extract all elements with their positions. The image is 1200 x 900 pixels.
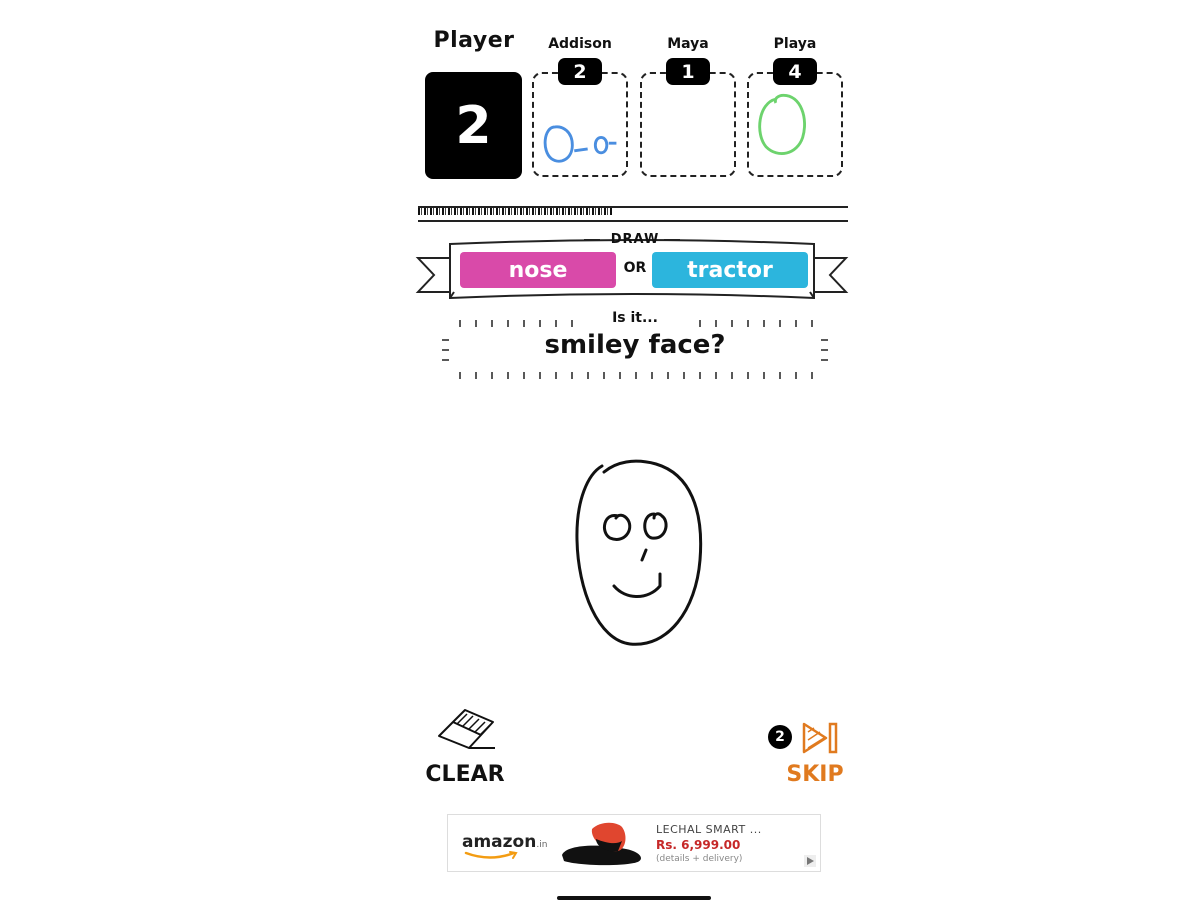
word-option-tractor[interactable]: tractor [652, 252, 808, 288]
opponent-name-addison: Addison [548, 36, 612, 52]
opponent-score-badge: 2 [558, 58, 602, 85]
shoe-insole-image [556, 819, 648, 869]
ad-product-note: (details + delivery) [656, 854, 743, 864]
ad-brand-suffix: .in [536, 840, 548, 850]
draw-label: DRAW [610, 232, 660, 247]
guess-text: smiley face? [544, 330, 726, 360]
player-label: Player [433, 28, 515, 53]
opponent-drawing-card[interactable] [747, 72, 843, 177]
opponent-drawing-card[interactable] [532, 72, 628, 177]
ad-product-title: LECHAL SMART ... [656, 823, 762, 836]
divider-scribble [418, 208, 612, 215]
word-option-nose[interactable]: nose [460, 252, 616, 288]
divider [418, 220, 848, 222]
drawing-canvas[interactable] [420, 400, 840, 700]
adchoices-icon[interactable] [804, 855, 816, 867]
skip-icon [800, 720, 840, 756]
skip-count-badge: 2 [768, 725, 792, 749]
clear-button[interactable] [425, 700, 505, 792]
amazon-smile-icon [462, 850, 522, 860]
opponent-thumbnail-drawing [749, 74, 841, 175]
ad-product-price: Rs. 6,999.00 [656, 838, 741, 852]
home-indicator [557, 896, 711, 900]
skip-button[interactable] [764, 716, 844, 792]
opponent-name-maya: Maya [667, 36, 709, 52]
opponent-name-playa: Playa [773, 36, 817, 52]
current-player-card [425, 72, 522, 179]
opponent-score-badge: 1 [666, 58, 710, 85]
current-player-number: 2 [455, 95, 492, 156]
ad-brand-logo [462, 832, 547, 852]
clear-label: CLEAR [425, 762, 505, 787]
or-label: OR [623, 260, 647, 276]
ad-banner[interactable] [447, 814, 821, 872]
opponent-thumbnail-drawing [534, 74, 626, 175]
eraser-icon [435, 704, 497, 754]
guess-prefix: Is it... [612, 310, 658, 326]
ad-brand-name: amazon [462, 832, 537, 852]
opponent-score-badge: 4 [773, 58, 817, 85]
opponent-drawing-card[interactable] [640, 72, 736, 177]
skip-label: SKIP [786, 762, 844, 787]
